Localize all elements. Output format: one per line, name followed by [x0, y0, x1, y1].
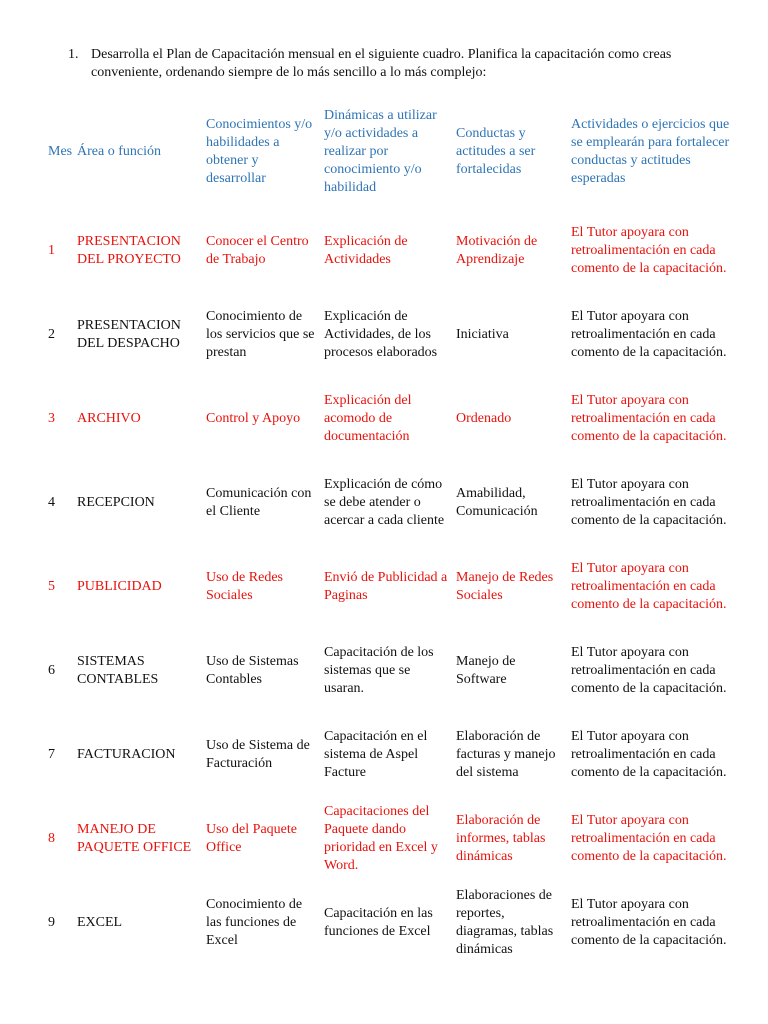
- cell-mes: 9: [48, 914, 55, 930]
- cell-conocimientos: Uso de Sistemas Contables: [206, 653, 299, 687]
- header-mes: Mes: [48, 144, 73, 159]
- cell-mes: 2: [48, 326, 55, 342]
- cell-conductas: Elaboraciones de reportes, diagramas, tablas dinámicas: [456, 887, 554, 957]
- cell-conductas: Manejo de Software: [456, 653, 516, 687]
- table-row: [44, 797, 734, 881]
- cell-actividades: El Tutor apoyara con retroalimentación en cada comento de la capacitación.: [571, 308, 727, 360]
- cell-area: RECEPCION: [77, 494, 155, 510]
- cell-conductas: Amabilidad, Comunicación: [456, 485, 538, 519]
- cell-dinamicas: Capacitación de los sistemas que se usaran.: [324, 644, 434, 696]
- header-conductas: Conductas y actitudes a ser fortalecidas: [456, 126, 536, 177]
- cell-conocimientos: Conocimiento de los servicios que se prestan: [206, 308, 315, 360]
- cell-dinamicas: Envió de Publicidad a Paginas: [324, 569, 448, 603]
- cell-mes: 7: [48, 746, 55, 762]
- cell-actividades: El Tutor apoyara con retroalimentación en cada comento de la capacitación.: [571, 896, 727, 948]
- instruction-text: Desarrolla el Plan de Capacitación mensual en el siguiente cuadro. Planifica la capacitación como creas conveniente, ordenando siempre de lo más sencillo a lo más complejo:: [91, 47, 672, 80]
- cell-conocimientos: Conocimiento de las funciones de Excel: [206, 896, 303, 948]
- cell-conocimientos: Comunicación con el Cliente: [206, 485, 312, 519]
- cell-mes: 8: [48, 830, 55, 846]
- table-row: [44, 713, 734, 797]
- header-area: Área o función: [77, 144, 161, 159]
- cell-area: FACTURACION: [77, 746, 176, 762]
- cell-area: MANEJO DE PAQUETE OFFICE: [77, 821, 192, 855]
- cell-dinamicas: Explicación de Actividades: [324, 233, 408, 267]
- instruction-paragraph: [68, 46, 728, 82]
- cell-area: SISTEMAS CONTABLES: [77, 653, 159, 687]
- cell-actividades: El Tutor apoyara con retroalimentación en cada comento de la capacitación.: [571, 728, 727, 780]
- cell-actividades: El Tutor apoyara con retroalimentación en cada comento de la capacitación.: [571, 812, 727, 864]
- header-actividades: Actividades o ejercicios que se emplearán para fortalecer conductas y actitudes esperadas: [571, 117, 730, 186]
- cell-conductas: Manejo de Redes Sociales: [456, 569, 554, 603]
- table-row: [44, 209, 734, 293]
- cell-area: EXCEL: [77, 914, 123, 930]
- table-row: [44, 461, 734, 545]
- cell-area: PRESENTACION DEL PROYECTO: [77, 233, 181, 267]
- cell-conocimientos: Uso de Redes Sociales: [206, 569, 283, 603]
- table-row: [44, 881, 734, 965]
- cell-dinamicas: Explicación de Actividades, de los procesos elaborados: [324, 308, 438, 360]
- cell-dinamicas: Capacitaciones del Paquete dando prioridad en Excel y Word.: [324, 803, 438, 873]
- cell-dinamicas: Explicación del acomodo de documentación: [324, 392, 412, 444]
- cell-actividades: El Tutor apoyara con retroalimentación en cada comento de la capacitación.: [571, 560, 727, 612]
- cell-dinamicas: Capacitación en las funciones de Excel: [324, 905, 433, 939]
- cell-actividades: El Tutor apoyara con retroalimentación en cada comento de la capacitación.: [571, 644, 727, 696]
- cell-conductas: Elaboración de informes, tablas dinámicas: [456, 812, 546, 864]
- cell-area: PRESENTACION DEL DESPACHO: [77, 317, 181, 351]
- cell-conductas: Iniciativa: [456, 326, 509, 342]
- cell-mes: 1: [48, 242, 55, 258]
- cell-dinamicas: Capacitación en el sistema de Aspel Facture: [324, 728, 428, 780]
- cell-actividades: El Tutor apoyara con retroalimentación en cada comento de la capacitación.: [571, 224, 727, 276]
- cell-conocimientos: Uso del Paquete Office: [206, 821, 297, 855]
- cell-conocimientos: Conocer el Centro de Trabajo: [206, 233, 309, 267]
- cell-mes: 6: [48, 662, 55, 678]
- cell-conductas: Motivación de Aprendizaje: [456, 233, 538, 267]
- cell-conductas: Elaboración de facturas y manejo del sistema: [456, 728, 556, 780]
- training-plan-table: [44, 96, 734, 965]
- table-row: [44, 545, 734, 629]
- instruction-number: 1.: [68, 47, 79, 62]
- cell-mes: 4: [48, 494, 55, 510]
- cell-conocimientos: Uso de Sistema de Facturación: [206, 737, 310, 771]
- cell-conocimientos: Control y Apoyo: [206, 410, 301, 426]
- header-conocimientos: Conocimientos y/o habilidades a obtener y desarrollar: [206, 117, 313, 186]
- cell-mes: 3: [48, 410, 55, 426]
- table-row: [44, 629, 734, 713]
- table-row: [44, 293, 734, 377]
- cell-actividades: El Tutor apoyara con retroalimentación en cada comento de la capacitación.: [571, 476, 727, 528]
- cell-conductas: Ordenado: [456, 410, 512, 426]
- cell-area: PUBLICIDAD: [77, 578, 162, 594]
- cell-mes: 5: [48, 578, 55, 594]
- header-dinamicas: Dinámicas a utilizar y/o actividades a realizar por conocimiento y/o habilidad: [324, 108, 437, 195]
- cell-actividades: El Tutor apoyara con retroalimentación en cada comento de la capacitación.: [571, 392, 727, 444]
- table-body: [44, 209, 734, 965]
- table-header-row: [44, 96, 734, 209]
- cell-dinamicas: Explicación de cómo se debe atender o acercar a cada cliente: [324, 476, 445, 528]
- table-row: [44, 377, 734, 461]
- cell-area: ARCHIVO: [77, 410, 141, 426]
